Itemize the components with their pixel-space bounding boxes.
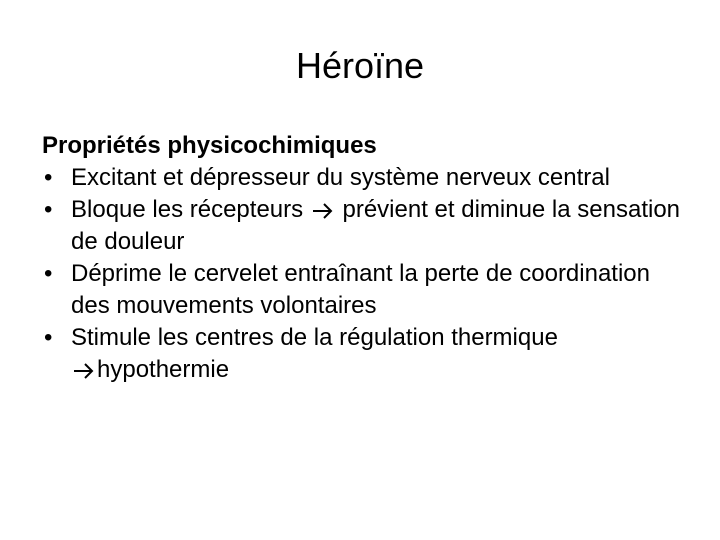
bullet-marker: • [44, 196, 53, 223]
right-arrow-icon [73, 362, 95, 380]
slide-body [42, 130, 682, 386]
subheading: Propriétés physicochimiques [42, 132, 377, 159]
bullet-text: Excitant et dépresseur du système nerveux central [71, 164, 610, 191]
bullet-list [42, 162, 682, 386]
bullet-item [42, 194, 682, 258]
bullet-marker: • [44, 324, 53, 351]
bullet-text: Déprime le cervelet entraînant la perte de coordination des mouvements volontaires [71, 260, 650, 319]
bullet-item [42, 162, 682, 194]
bullet-text-before-arrow: Bloque les récepteurs [71, 196, 304, 223]
right-arrow-icon [312, 202, 334, 220]
slide-title: Héroïne [295, 45, 425, 86]
bullet-text-before-arrow: Stimule les centres de la régulation thermique [71, 324, 558, 351]
bullet-item [42, 258, 682, 322]
bullet-marker: • [44, 260, 53, 287]
bullet-text-after-arrow: prévient et diminue la sensation de douleur [71, 196, 681, 255]
bullet-item [42, 322, 682, 386]
bullet-marker: • [44, 164, 53, 191]
bullet-text-after-arrow: hypothermie [97, 356, 230, 383]
